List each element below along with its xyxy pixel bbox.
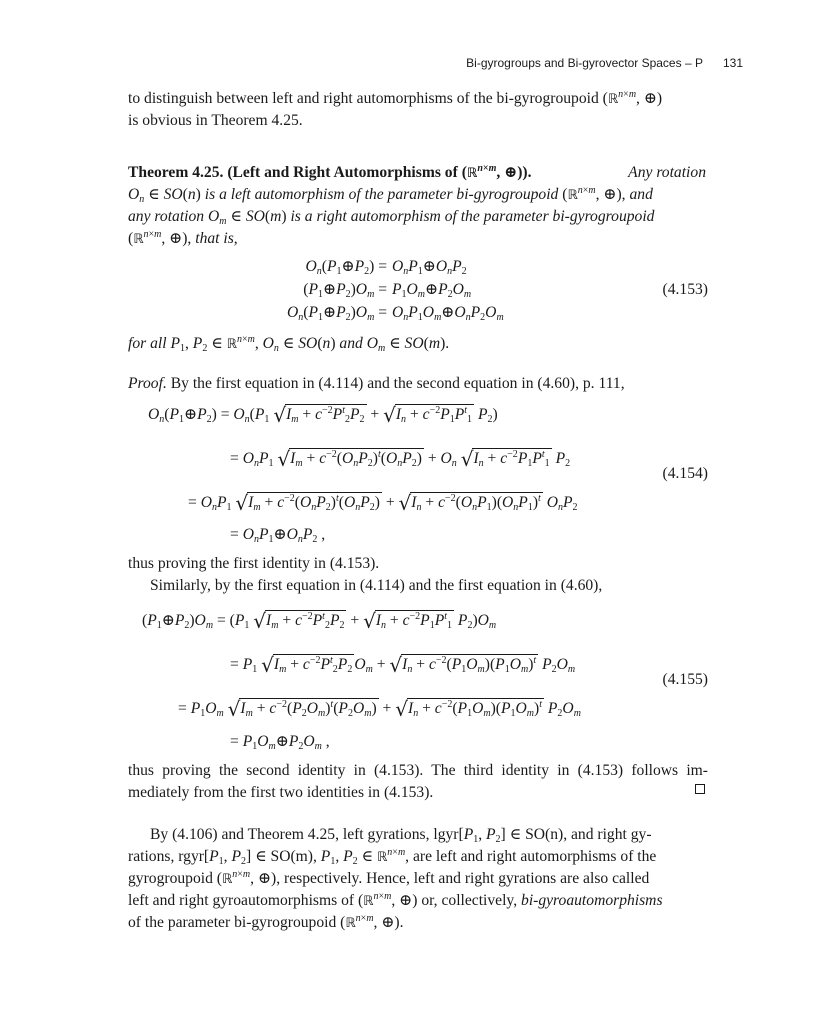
eq-4154-row4: = $O_nP_1\oplus O_nP_2$ , (230, 526, 326, 545)
theorem-forall: for all $P_1$, $P_2$ ∈ ℝ$^{n\times m}$, $O_n$ ∈ SO(n) and $O_m$ ∈ SO(m). (128, 334, 450, 354)
eq-4153-row2-rhs: $P_1O_m\oplus P_2O_m$ (392, 281, 472, 300)
eq-4155-row4: = $P_1O_m\oplus P_2O_m$ , (230, 733, 330, 752)
eq-4153-row2-lhs: $(P_1\oplus P_2)O_m$ = (303, 281, 387, 300)
eq-4155-row3: = $P_1O_m$ $√I_m + c^{-2}(P_2O_m)^t(P_2O_m) + √I_n + c^{-2}(P_1O_m)(P_1O_m)^t$ $P_2O_m$ (178, 697, 581, 721)
eq-4154-row1: $O_n(P_1\oplus P_2) = O_n(P_1$ $√I_m + c^{-2}P^t_2P_2 + √I_n + c^{-2}P_1P^t_1$ $P_2$) (148, 403, 498, 427)
qed-box (695, 784, 705, 794)
theorem-text-3: any rotation $O_m$ ∈ SO(m) is a right automorphism of the parameter bi-gyrogroupoid (128, 208, 655, 227)
eq-4153-row1-lhs: $O_n(P_1\oplus P_2)$ = (305, 258, 387, 277)
theorem-text-4: (ℝ$^{n\times m}$, ⊕), that is, (128, 229, 238, 247)
eq-number-4155: (4.155) (662, 671, 708, 688)
proof-intro-2: Similarly, by the first equation in (4.114) and the first equation in (4.60), (150, 577, 603, 594)
eq-4155-row2: = $P_1$ $√I_m + c^{-2}P^t_2P_2$ $O_m + √I_n + c^{-2}(P_1O_m)(P_1O_m)^t$ $P_2O_m$ (230, 653, 576, 677)
proof-conclusion-2b: mediately from the first two identities in (4.153). (128, 784, 434, 801)
eq-4154-row2: = $O_nP_1$ $√I_m + c^{-2}(O_nP_2)^t(O_nP_2) + O_n$ $√I_n + c^{-2}P_1P^t_1$ $P_2$ (230, 447, 571, 471)
proof-intro: Proof. By the first equation in (4.114) and the second equation in (4.60), p. 111, (128, 375, 625, 392)
running-head (466, 56, 743, 70)
eq-4155-row1: $(P_1\oplus P_2)O_m = (P_1$ $√I_m + c^{-2}P^t_2P_2 + √I_n + c^{-2}P_1P^t_1$ $P_2)O_m$ (142, 609, 497, 633)
theorem-title: Theorem 4.25. (Left and Right Automorphisms of (ℝ$^{n\times m}$, ⊕)). (128, 163, 532, 181)
eq-4153-row3-rhs: $O_nP_1O_m\oplus O_nP_2O_m$ (392, 304, 504, 323)
final-line-4: left and right gyroautomorphisms of (ℝ$^{n\times m}$, ⊕) or, collectively, bi-gyroautomorphisms (128, 891, 663, 909)
running-title: Bi-gyrogroups and Bi-gyrovector Spaces – P (466, 56, 703, 70)
theorem-text-1: Any rotation (628, 164, 706, 181)
intro-line-2: is obvious in Theorem 4.25. (128, 112, 303, 129)
eq-number-4154: (4.154) (662, 465, 708, 482)
final-line-1: By (4.106) and Theorem 4.25, left gyrations, $lgyr[P_1$, $P_2$] ∈ SO(n), and right gy- (150, 826, 652, 845)
eq-4154-row3: = $O_nP_1$ $√I_m + c^{-2}(O_nP_2)^t(O_nP_2) + √I_n + c^{-2}(O_nP_1)(O_nP_1)^t$ $O_nP_2$ (188, 491, 578, 515)
theorem-text-2: $O_n$ ∈ SO(n) is a left automorphism of the parameter bi-gyrogroupoid (ℝ$^{n\times m}$, ⊕), and (128, 185, 653, 205)
final-line-3: gyrogroupoid (ℝ$^{n\times m}$, ⊕), respectively. Hence, left and right gyrations are also called (128, 869, 650, 887)
final-line-5: of the parameter bi-gyrogroupoid (ℝ$^{n\times m}$, ⊕). (128, 913, 404, 931)
proof-conclusion-1: thus proving the first identity in (4.153). (128, 555, 380, 572)
proof-conclusion-2a: thus proving the second identity in (4.153). The third identity in (4.153) follows im- (128, 762, 708, 779)
eq-4153-row3-lhs: $O_n(P_1\oplus P_2)O_m$ = (286, 304, 387, 323)
final-line-2: rations, $rgyr[P_1$, $P_2$] ∈ SO(m), $P_1$, $P_2$ ∈ ℝ$^{n\times m}$, are left and right automorphisms of the (128, 847, 657, 867)
eq-4153-row1-rhs: $O_nP_1\oplus O_nP_2$ (392, 258, 467, 277)
intro-line-1: to distinguish between left and right automorphisms of the bi-gyrogroupoid (ℝ$^{n\times m}$, ⊕) (128, 89, 663, 107)
eq-number-4153: (4.153) (662, 281, 708, 298)
page-number: 131 (722, 56, 743, 70)
